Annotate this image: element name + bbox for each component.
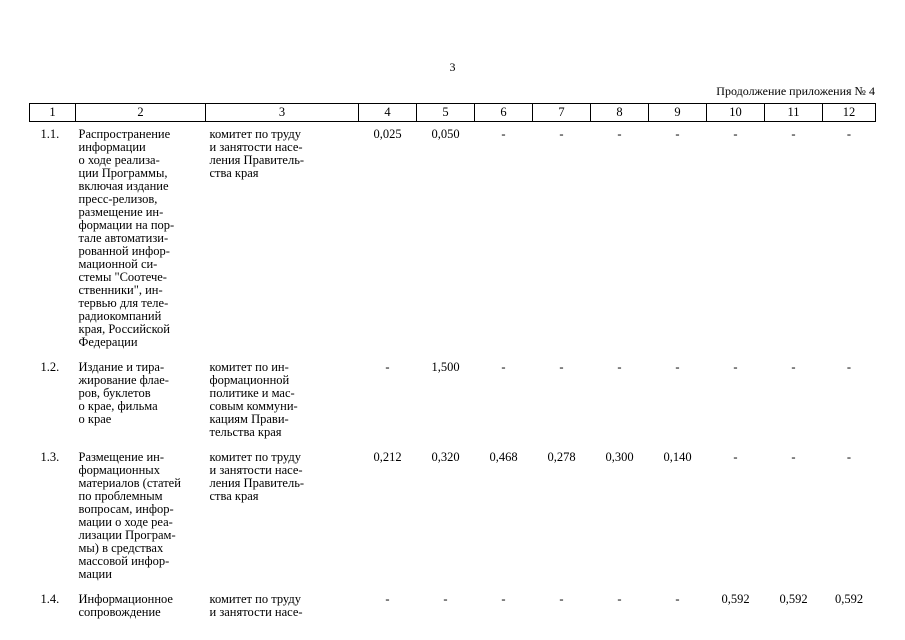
- value-cell: -: [675, 360, 680, 374]
- header-cell: 3: [206, 104, 359, 122]
- header-cell: 11: [765, 104, 823, 122]
- value-cell: -: [675, 127, 680, 141]
- value-cell: -: [791, 360, 796, 374]
- header-cell: 1: [30, 104, 76, 122]
- activity-name: Информационное сопровождение: [78, 592, 173, 619]
- value-cell: 0,140: [663, 450, 692, 464]
- value-cell: -: [617, 592, 622, 606]
- value-cell: -: [733, 127, 738, 141]
- value-cell: -: [617, 127, 622, 141]
- value-cell: -: [501, 127, 506, 141]
- header-row: [30, 104, 876, 122]
- header-cell: 4: [359, 104, 417, 122]
- table-row: [30, 445, 876, 587]
- value-cell: -: [675, 592, 680, 606]
- row-number: 1.3.: [40, 450, 60, 464]
- program-table: [29, 103, 876, 625]
- header-cell: 12: [823, 104, 876, 122]
- value-cell: -: [846, 127, 852, 141]
- value-cell: 0,592: [779, 592, 808, 606]
- value-cell: 0,320: [431, 450, 460, 464]
- header-cell: 2: [76, 104, 206, 122]
- value-cell: -: [733, 450, 738, 464]
- row-number: 1.1.: [40, 127, 60, 141]
- value-cell: 0,592: [721, 592, 750, 606]
- header-cell: 7: [533, 104, 591, 122]
- value-cell: 0,468: [489, 450, 518, 464]
- row-number: 1.4.: [40, 592, 60, 606]
- value-cell: -: [501, 360, 506, 374]
- value-cell: -: [559, 360, 564, 374]
- table-row: [30, 355, 876, 445]
- header-cell: 5: [417, 104, 475, 122]
- value-cell: 1,500: [431, 360, 460, 374]
- value-cell: -: [617, 360, 622, 374]
- responsible-org: комитет по труду и занятости насе-: [209, 592, 303, 619]
- responsible-org: комитет по труду и занятости насе- ления Правитель- ства края: [209, 127, 305, 180]
- value-cell: -: [559, 592, 564, 606]
- table-row: [30, 122, 876, 356]
- value-cell: -: [846, 450, 852, 464]
- value-cell: -: [791, 127, 796, 141]
- header-cell: 6: [475, 104, 533, 122]
- header-cell: 10: [707, 104, 765, 122]
- value-cell: 0,300: [605, 450, 634, 464]
- value-cell: -: [385, 592, 390, 606]
- value-cell: 0,278: [547, 450, 576, 464]
- value-cell: -: [443, 592, 448, 606]
- header-cell: 9: [649, 104, 707, 122]
- value-cell: -: [846, 360, 852, 374]
- activity-name: Размещение ин- формационных материалов (статей по проблемным вопросам, инфор- мации о ходе реа- лизации Програм- мы) в средствах массовой инфор- мации: [78, 450, 181, 581]
- responsible-org: комитет по труду и занятости насе- ления Правитель- ства края: [209, 450, 305, 503]
- page-number: 3: [449, 60, 456, 74]
- continuation-label: Продолжение приложения № 4: [716, 84, 875, 98]
- value-cell: 0,050: [431, 127, 460, 141]
- value-cell: 0,212: [373, 450, 402, 464]
- activity-name: Издание и тира- жирование флае- ров, буклетов о крае, фильма о крае: [78, 360, 169, 426]
- row-number: 1.2.: [40, 360, 60, 374]
- value-cell: -: [791, 450, 796, 464]
- activity-name: Распространение информации о ходе реализа- ции Программы, включая издание пресс-релизов, размещение ин- формации на пор- тале автоматизи- рованной инфор- мационной си- стемы "Соотече- ственники", ин- тервью для теле- радиокомпаний края, Российской Федерации: [78, 127, 175, 349]
- value-cell: -: [501, 592, 506, 606]
- value-cell: -: [559, 127, 564, 141]
- value-cell: -: [385, 360, 390, 374]
- table-row: [30, 587, 876, 625]
- value-cell: 0,025: [373, 127, 402, 141]
- header-cell: 8: [591, 104, 649, 122]
- value-cell: -: [733, 360, 738, 374]
- value-cell: 0,592: [834, 592, 864, 606]
- responsible-org: комитет по ин- формационной политике и мас- совым коммуни- кациям Прави- тельства края: [209, 360, 298, 439]
